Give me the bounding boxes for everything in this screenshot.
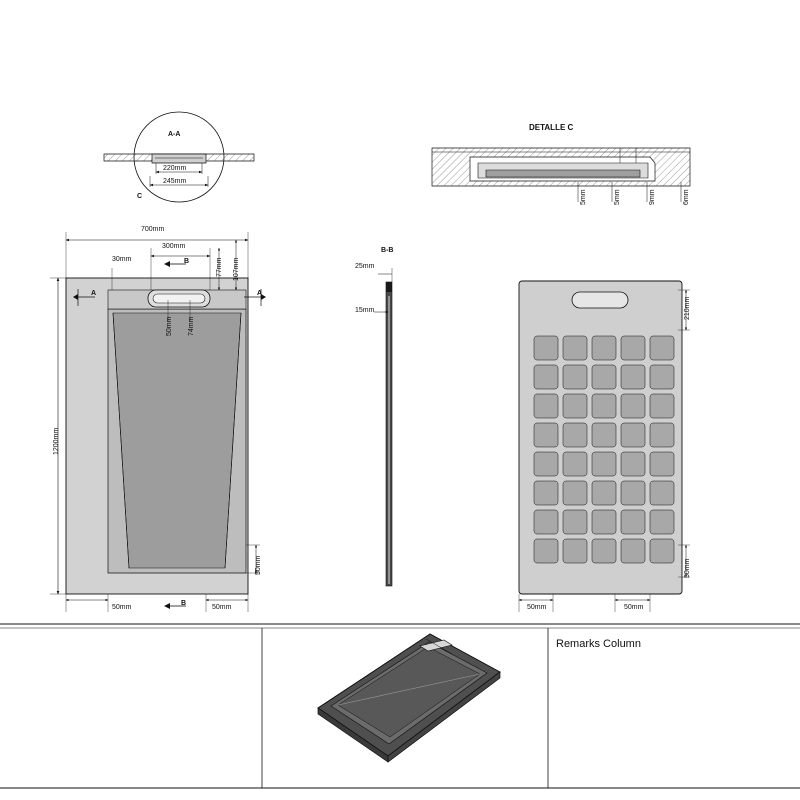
marker-b-bottom: B [181,600,187,607]
dim-detail-5a: 5mm [580,189,587,205]
marker-a-right: A [257,290,263,297]
dim-detail-9: 9mm [649,189,656,205]
dim-rear-210: 210mm [684,296,691,320]
dim-rear-right-50: 50mm [684,558,691,578]
dim-grate-74: 74mm [188,316,195,336]
dim-aa-220: 220mm [163,165,187,172]
dim-detail-6: 6mm [683,189,690,205]
dim-plan-right-50: 50mm [255,555,262,575]
dim-rear-bottom-50-right: 50mm [624,604,644,611]
dim-plan-bottom-50-right: 50mm [212,604,232,611]
label-section-aa: A-A [168,131,181,138]
view-section-bb [374,268,392,586]
view-plan [50,232,266,612]
dim-grate-50: 50mm [166,316,173,336]
view-section-aa [104,112,254,202]
dim-bb-15: 15mm [355,307,375,314]
marker-b-top: B [184,258,190,265]
dim-plan-1200: 1200mm [53,427,60,455]
dim-plan-300: 300mm [162,243,186,250]
dim-aa-245: 245mm [163,178,187,185]
dim-plan-30: 30mm [112,256,132,263]
remarks-column-label: Remarks Column [556,638,641,650]
label-detail-c: DETALLE C [529,123,574,132]
dim-plan-bottom-50-left: 50mm [112,604,132,611]
dim-plan-77: 77mm [216,257,223,277]
dim-plan-107: 107mm [233,257,240,281]
dim-rear-bottom-50-left: 50mm [527,604,547,611]
view-rear [519,281,690,612]
label-section-bb: B-B [381,247,394,254]
dim-bb-25: 25mm [355,263,375,270]
marker-a-left: A [91,290,97,297]
dim-plan-700: 700mm [141,226,165,233]
label-callout-c: C [137,193,143,200]
view-isometric [318,634,500,762]
dim-detail-5b: 5mm [614,189,621,205]
